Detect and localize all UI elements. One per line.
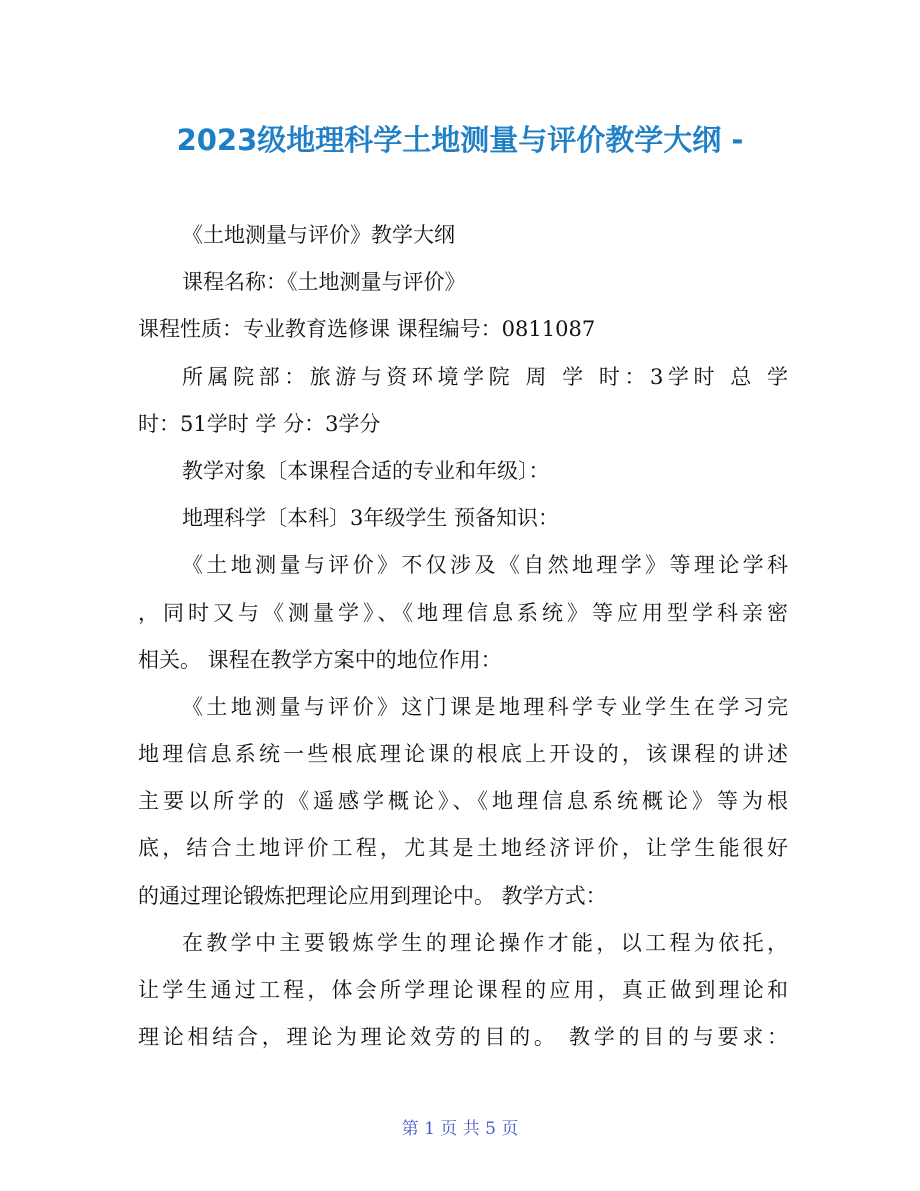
paragraph-line: 在教学中主要锻炼学生的理论操作才能，以工程为依托，: [182, 930, 788, 955]
document-title: 2023级地理科学土地测量与评价教学大纲 -: [176, 123, 744, 157]
paragraph-line: 主要以所学的《遥感学概论》、《地理信息系统概论》等为根: [138, 789, 788, 814]
paragraph-line: 的通过理论锻炼把理论应用到理论中。 教学方式：: [138, 883, 607, 908]
paragraph-line: 时：51学时 学 分：3学分: [138, 411, 381, 436]
paragraph-line: 课程名称：《土地测量与评价》: [182, 270, 466, 295]
paragraph-line: 所属院部：旅游与资环境学院 周 学 时：3学时 总 学: [182, 364, 788, 389]
paragraph-line: 地理信息系统一些根底理论课的根底上开设的，该课程的讲述: [138, 742, 788, 767]
paragraph-line: 教学对象〔本课程合适的专业和年级〕：: [182, 458, 550, 483]
page-number-footer: 第 1 页 共 5 页: [401, 1119, 519, 1139]
paragraph-line: 《土地测量与评价》教学大纲: [182, 223, 455, 247]
paragraph-line: 相关。 课程在教学方案中的地位作用：: [138, 647, 502, 672]
paragraph-line: ，同时又与《测量学》、《地理信息系统》等应用型学科亲密: [138, 600, 788, 625]
document-body: [138, 212, 788, 1061]
paragraph-line: 《土地测量与评价》不仅涉及《自然地理学》等理论学科: [182, 553, 788, 578]
paragraph-line: 底，结合土地评价工程，尤其是土地经济评价，让学生能很好: [138, 836, 788, 861]
paragraph-line: 地理科学〔本科〕3年级学生 预备知识：: [182, 506, 560, 531]
paragraph-line: 理论相结合，理论为理论效劳的目的。 教学的目的与要求：: [138, 1025, 788, 1050]
paragraph-line: 《土地测量与评价》这门课是地理科学专业学生在学习完: [182, 694, 788, 719]
paragraph-line: 让学生通过工程，体会所学理论课程的应用，真正做到理论和: [138, 978, 788, 1002]
paragraph-line: 课程性质：专业教育选修课 课程编号：0811087: [138, 317, 596, 342]
